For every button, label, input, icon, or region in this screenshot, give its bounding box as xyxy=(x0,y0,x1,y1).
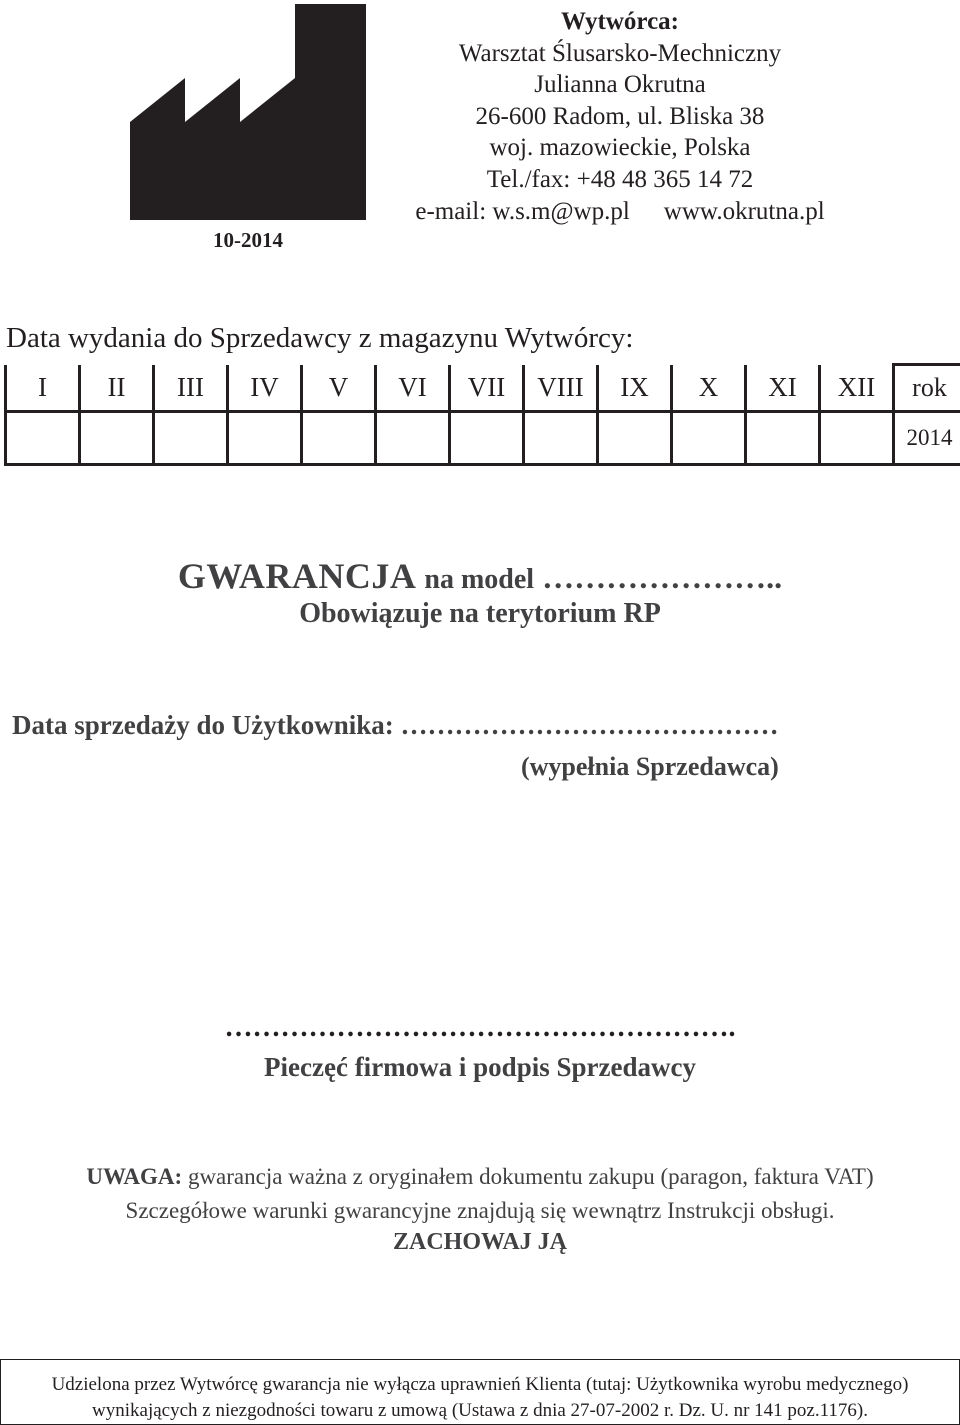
sale-date-label: Data sprzedaży do Użytkownika: xyxy=(12,710,394,740)
sale-date-field[interactable]: …………………………………… xyxy=(400,710,779,740)
month-header: V xyxy=(302,365,376,412)
month-header: X xyxy=(672,365,746,412)
month-header: III xyxy=(154,365,228,412)
month-header: II xyxy=(80,365,154,412)
warranty-territory: Obowiązuje na terytorium RP xyxy=(299,598,661,629)
manufacturer-contact xyxy=(400,196,840,228)
month-cell[interactable] xyxy=(302,412,376,465)
manufacturer-name-2: Julianna Okrutna xyxy=(534,71,706,99)
month-header: XI xyxy=(746,365,820,412)
footer-legal xyxy=(4,1372,956,1424)
manufacturer-heading: Wytwórca: xyxy=(560,8,680,35)
stamp-signature-label: Pieczęć firmowa i podpis Sprzedawcy xyxy=(264,1052,696,1082)
month-cell[interactable] xyxy=(598,412,672,465)
issue-date-title: Data wydania do Sprzedawcy z magazynu Wytwórcy: xyxy=(6,322,634,354)
warranty-heading xyxy=(0,555,960,597)
notice-warning-text: gwarancja ważna z oryginałem dokumentu zakupu (paragon, faktura VAT) xyxy=(182,1164,874,1189)
manufacturer-address: 26-600 Radom, ul. Bliska 38 xyxy=(475,102,765,130)
month-cell[interactable] xyxy=(746,412,820,465)
month-header: XII xyxy=(820,365,894,412)
footer-line-1: Udzielona przez Wytwórcę gwarancja nie wyłącza uprawnień Klienta (tutaj: Użytkownika wyrobu medycznego) xyxy=(51,1374,909,1395)
month-cell[interactable] xyxy=(228,412,302,465)
manufacturer-email: e-mail: w.s.m@wp.pl xyxy=(415,197,630,225)
stamp-signature-field[interactable]: ………………………………………………. xyxy=(224,1012,736,1043)
manufacturer-name-1: Warsztat Ślusarsko-Mechniczny xyxy=(458,39,782,67)
notice-details: Szczegółowe warunki gwarancyjne znajdują się wewnątrz Instrukcji obsługi. xyxy=(125,1198,835,1223)
issue-month-grid xyxy=(4,363,960,466)
model-field[interactable]: ………………….. xyxy=(542,559,783,595)
year-value: 2014 xyxy=(894,412,960,465)
month-cell[interactable] xyxy=(672,412,746,465)
footer-line-2: wynikających z niezgodności towaru z umową (Ustawa z dnia 27-07-2002 r. Dz. U. nr 141 poz.1176). xyxy=(92,1400,868,1421)
year-header: rok xyxy=(894,365,960,412)
month-cell[interactable] xyxy=(6,412,80,465)
notice-warning-label: UWAGA: xyxy=(86,1164,183,1189)
month-header: I xyxy=(6,365,80,412)
month-cell[interactable] xyxy=(80,412,154,465)
model-label: na model xyxy=(424,564,535,595)
warranty-title: GWARANCJA xyxy=(177,556,417,596)
month-cell[interactable] xyxy=(450,412,524,465)
factory-icon xyxy=(130,4,366,220)
keep-notice: ZACHOWAJ JĄ xyxy=(392,1229,567,1255)
month-header: IV xyxy=(228,365,302,412)
manufacturer-region: woj. mazowieckie, Polska xyxy=(489,134,751,162)
manufacturer-website: www.okrutna.pl xyxy=(663,197,825,225)
month-cell[interactable] xyxy=(376,412,450,465)
month-cell[interactable] xyxy=(154,412,228,465)
month-cell[interactable] xyxy=(524,412,598,465)
warranty-notice xyxy=(0,1160,960,1228)
manufacturer-info xyxy=(400,6,840,227)
sale-date-note: (wypełnia Sprzedawca) xyxy=(521,752,779,781)
month-cell[interactable] xyxy=(820,412,894,465)
notice-warning xyxy=(0,1160,960,1194)
month-header: VII xyxy=(450,365,524,412)
month-header: VIII xyxy=(524,365,598,412)
sale-date-line xyxy=(12,710,779,741)
month-header: IX xyxy=(598,365,672,412)
manufacture-date: 10-2014 xyxy=(213,228,283,252)
manufacturer-phone: Tel./fax: +48 48 365 14 72 xyxy=(486,165,754,193)
month-header: VI xyxy=(376,365,450,412)
